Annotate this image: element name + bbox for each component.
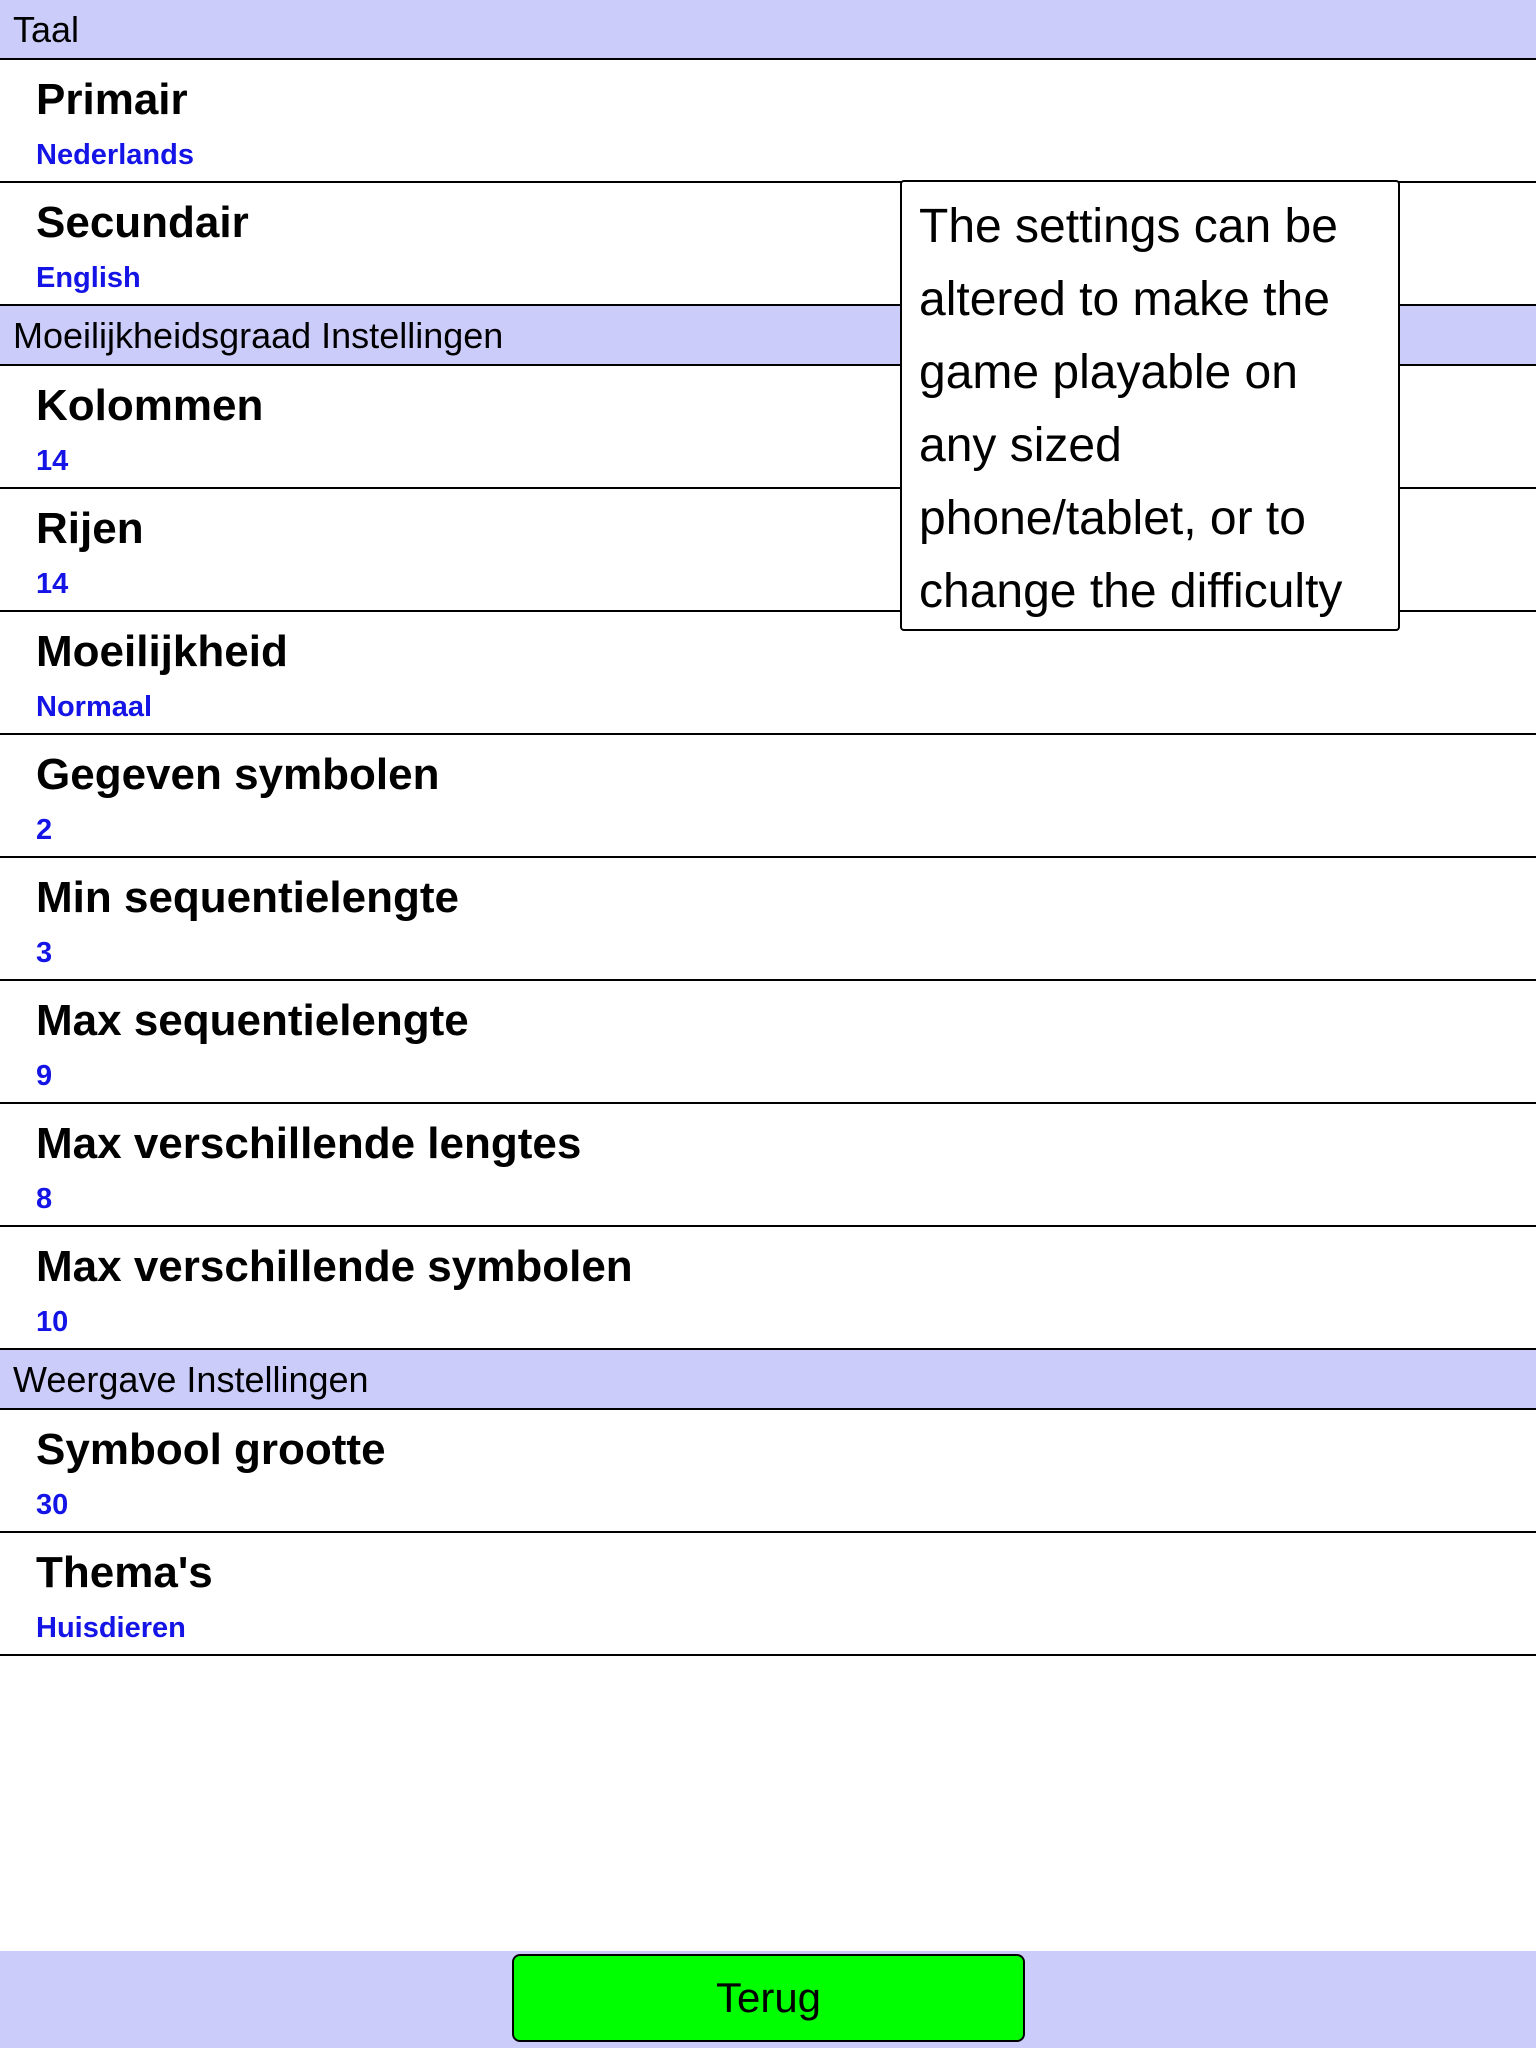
setting-value: Huisdieren <box>36 1612 186 1644</box>
setting-title: Gegeven symbolen <box>36 750 440 799</box>
help-tooltip: The settings can be altered to make the game playable on any sized phone/tablet, or to change the difficulty <box>900 180 1400 631</box>
section-header-taal: Taal <box>0 0 1536 60</box>
bottom-bar <box>0 1951 1536 2048</box>
setting-title: Max verschillende lengtes <box>36 1119 582 1168</box>
setting-value: 8 <box>36 1183 53 1215</box>
setting-value: 10 <box>36 1306 69 1338</box>
setting-max-verschillende-lengtes[interactable] <box>0 1104 1536 1227</box>
setting-gegeven-symbolen[interactable] <box>0 735 1536 858</box>
setting-themas[interactable] <box>0 1533 1536 1656</box>
setting-title: Max sequentielengte <box>36 996 469 1045</box>
setting-value: 2 <box>36 814 53 846</box>
setting-symbool-grootte[interactable] <box>0 1410 1536 1533</box>
setting-title: Rijen <box>36 504 144 553</box>
section-header-difficulty: Moeilijkheidsgraad Instellingen <box>0 306 1536 366</box>
setting-title: Min sequentielengte <box>36 873 459 922</box>
setting-title: Symbool grootte <box>36 1425 386 1474</box>
setting-title: Moeilijkheid <box>36 627 288 676</box>
setting-min-sequentielengte[interactable] <box>0 858 1536 981</box>
setting-title: Kolommen <box>36 381 264 430</box>
setting-max-sequentielengte[interactable] <box>0 981 1536 1104</box>
setting-value: 14 <box>36 568 69 600</box>
setting-title: Secundair <box>36 198 249 247</box>
setting-value: 30 <box>36 1489 69 1521</box>
setting-value: Normaal <box>36 691 153 723</box>
back-button[interactable]: Terug <box>512 1954 1025 2042</box>
setting-value: Nederlands <box>36 139 194 171</box>
setting-max-verschillende-symbolen[interactable] <box>0 1227 1536 1350</box>
setting-value: English <box>36 262 141 294</box>
setting-title: Primair <box>36 75 188 124</box>
setting-value: 9 <box>36 1060 53 1092</box>
setting-value: 3 <box>36 937 53 969</box>
setting-value: 14 <box>36 445 69 477</box>
setting-title: Thema's <box>36 1548 213 1597</box>
setting-primair[interactable] <box>0 60 1536 183</box>
setting-title: Max verschillende symbolen <box>36 1242 633 1291</box>
section-header-weergave: Weergave Instellingen <box>0 1350 1536 1410</box>
